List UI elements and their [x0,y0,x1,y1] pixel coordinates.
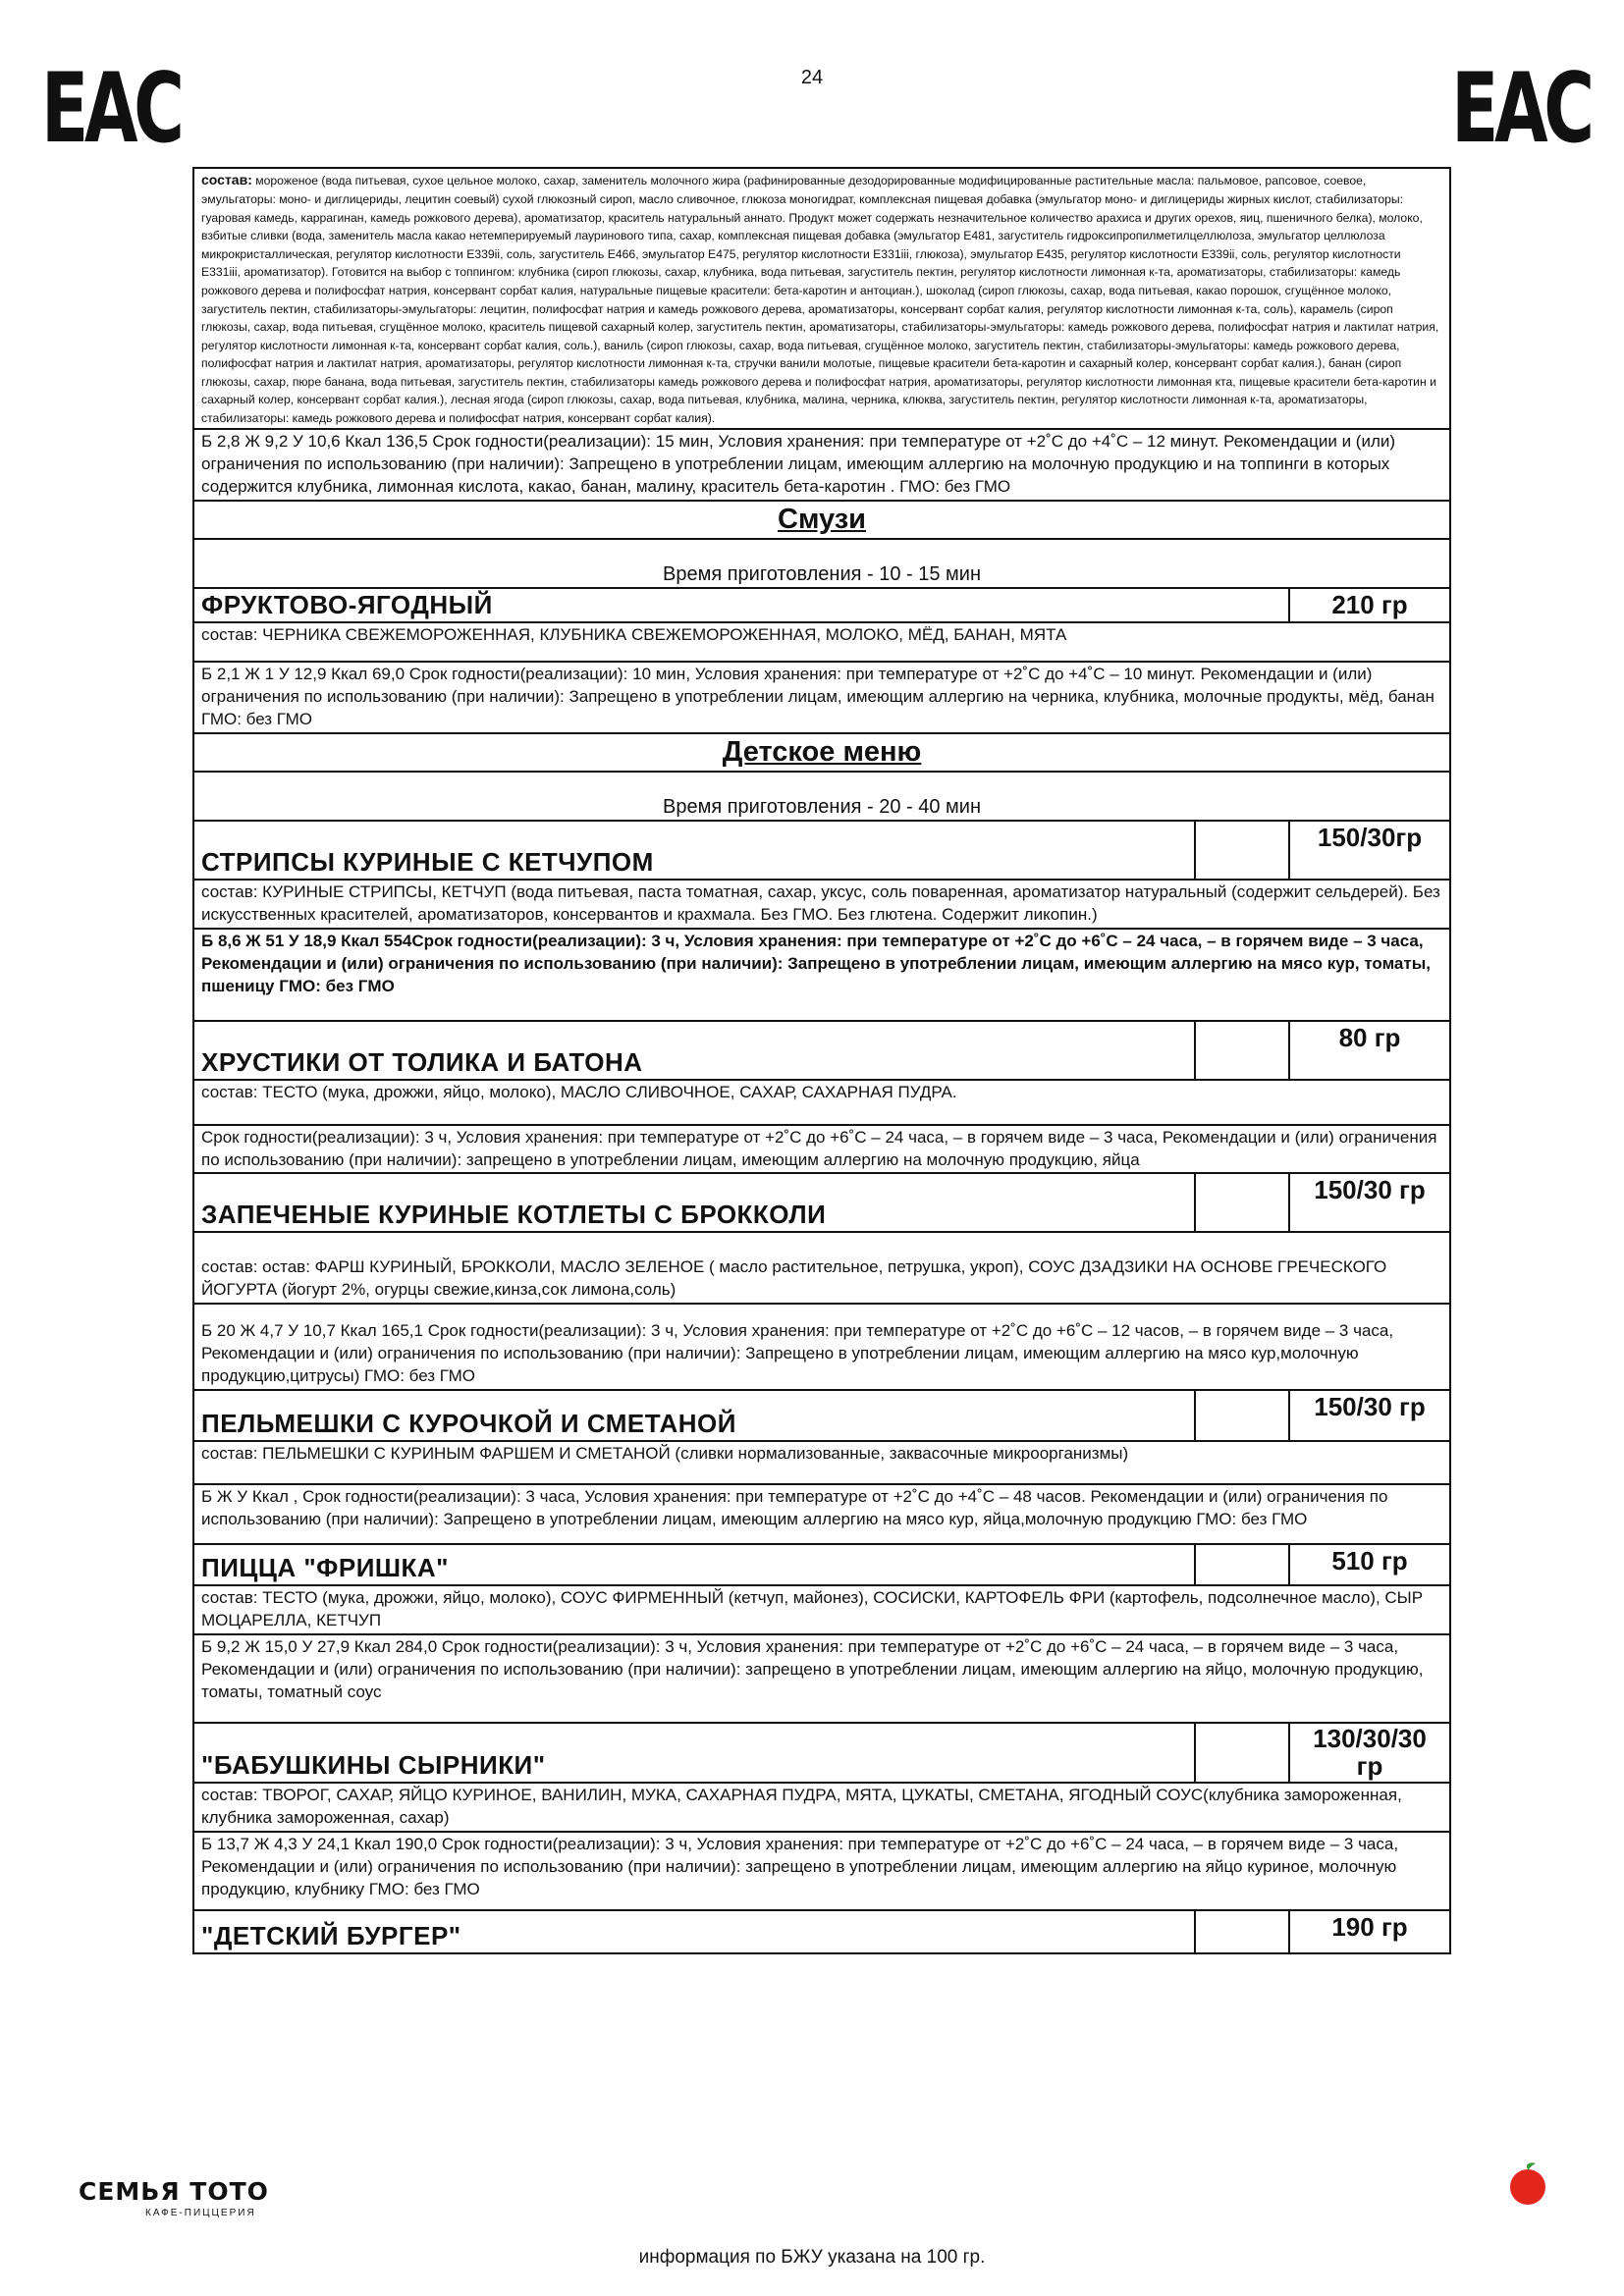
dish-name: ПЕЛЬМЕШКИ С КУРОЧКОЙ И СМЕТАНОЙ [193,1390,1195,1441]
empty-cell [1195,1173,1289,1232]
top-info-row [193,429,1450,501]
dish-info: Б 9,2 Ж 15,0 У 27,9 Ккал 284,0 Срок годности(реализации): 3 ч, Условия хранения: при температуре от +2˚С до +6˚С – 24 часа, – в горячем виде – 3 часа, Рекомендации и (или) ограничения по использованию (при наличии): запрещено в употреблении лицам, имеющим аллергию на яйцо, молочную продукцию, томаты, томатный соус [193,1634,1450,1723]
dish-name: "ДЕТСКИЙ БУРГЕР" [193,1910,1195,1953]
dish-weight: 80 гр [1289,1021,1450,1080]
brand-logo-text: СЕМЬЯ ТОТО [79,2177,269,2206]
empty-cell [1195,1390,1289,1441]
empty-cell [1195,1021,1289,1080]
brand-logo-subtitle: КАФЕ-ПИЦЦЕРИЯ [145,2208,256,2218]
footer-note: информация по БЖУ указана на 100 гр. [638,2247,986,2268]
top-info: Б 2,8 Ж 9,2 У 10,6 Ккал 136,5 Срок годности(реализации): 15 мин, Условия хранения: при температуре от +2˚С до +4˚С – 12 минут. Рекомендации и (или) ограничения по использованию (при наличии): Запрещено в употреблении лицам, имеющим аллергию на молочную продукцию и на топпинги в которых содержится клубника, лимонная кислота, какао, банан, малину, краситель бета-каротин . ГМО: без ГМО [193,429,1450,501]
dish-weight: 150/30гр [1289,821,1450,880]
dish-row [193,1021,1450,1080]
empty-cell [1195,1910,1289,1953]
dish-composition: состав: остав: ФАРШ КУРИНЫЙ, БРОККОЛИ, МАСЛО ЗЕЛЕНОЕ ( масло растительное, петрушка, укроп), СОУС ДЗАДЗИКИ НА ОСНОВЕ ГРЕЧЕСКОГО ЙОГУРТА (йогурт 2%, огурцы свежие,кинза,сок лимона,соль) [193,1232,1450,1304]
eac-mark-left: ЕАС [41,53,181,165]
empty-cell [1195,1544,1289,1585]
dish-name: ЗАПЕЧЕНЫЕ КУРИНЫЕ КОТЛЕТЫ С БРОККОЛИ [193,1173,1195,1232]
menu-table [192,167,1451,1954]
section-title: Смузи [193,501,1450,539]
top-composition [193,168,1450,429]
prep-time: Время приготовления - 20 - 40 мин [193,772,1450,821]
section-title: Детское меню [193,733,1450,772]
dish-row [193,1723,1450,1783]
dish-name: СТРИПСЫ КУРИНЫЕ С КЕТЧУПОМ [193,821,1195,880]
dish-composition: состав: ТЕСТО (мука, дрожжи, яйцо, молоко), МАСЛО СЛИВОЧНОЕ, САХАР, САХАРНАЯ ПУДРА. [193,1080,1450,1125]
composition-label: состав: [201,172,252,187]
dish-name: ХРУСТИКИ ОТ ТОЛИКА И БАТОНА [193,1021,1195,1080]
tomato-icon [1506,2160,1549,2207]
dish-composition: состав: ТВОРОГ, САХАР, ЯЙЦО КУРИНОЕ, ВАНИЛИН, МУКА, САХАРНАЯ ПУДРА, МЯТА, ЦУКАТЫ, СМЕТАНА, ЯГОДНЫЙ СОУС(клубника замороженная, клубника замороженная, сахар) [193,1783,1450,1832]
dish-row [193,588,1450,622]
dish-composition: состав: КУРИНЫЕ СТРИПСЫ, КЕТЧУП (вода питьевая, паста томатная, сахар, уксус, соль поваренная, ароматизатор натуральный (содержит сельдерей). Без искусственных красителей, ароматизаторов, консервантов и крахмала. Без ГМО. Без глютена. Содержит ликопин.) [193,880,1450,929]
dish-composition: состав: ТЕСТО (мука, дрожжи, яйцо, молоко), СОУС ФИРМЕННЫЙ (кетчуп, майонез), СОСИСКИ, КАРТОФЕЛЬ ФРИ (картофель, подсолнечное масло), СЫР МОЦАРЕЛЛА, КЕТЧУП [193,1585,1450,1634]
dish-name: ФРУКТОВО-ЯГОДНЫЙ [193,588,1289,622]
dish-row [193,821,1450,880]
dish-weight: 150/30 гр [1289,1390,1450,1441]
dish-row [193,1390,1450,1441]
dish-name: ПИЦЦА "ФРИШКА" [193,1544,1195,1585]
dish-row [193,1910,1450,1953]
dish-row [193,1173,1450,1232]
dish-weight: 150/30 гр [1289,1173,1450,1232]
dish-info: Срок годности(реализации): 3 ч, Условия хранения: при температуре от +2˚С до +6˚С – 24 часа, – в горячем виде – 3 часа, Рекомендации и (или) ограничения по использованию (при наличии): запрещено в употреблении лицам, имеющим аллергию на молочную продукцию, яйца [193,1125,1450,1174]
dish-weight: 130/30/30 гр [1289,1723,1450,1783]
dish-weight: 210 гр [1289,588,1450,622]
dish-info: Б 13,7 Ж 4,3 У 24,1 Ккал 190,0 Срок годности(реализации): 3 ч, Условия хранения: при температуре от +2˚С до +6˚С – 24 часа, – в горячем виде – 3 часа, Рекомендации и (или) ограничения по использованию (при наличии): запрещено в употреблении лицам, имеющим аллергию на яйцо куриное, молочную продукцию, клубнику ГМО: без ГМО [193,1832,1450,1910]
dish-info: Б 2,1 Ж 1 У 12,9 Ккал 69,0 Срок годности(реализации): 10 мин, Условия хранения: при температуре от +2˚С до +4˚С – 10 минут. Рекомендации и (или) ограничения по использованию (при наличии): Запрещено в употреблении лицам, имеющим аллергию на черника, клубника, молочные продукты, мёд, банан ГМО: без ГМО [193,662,1450,733]
brand-logo [79,2177,269,2218]
dish-weight: 510 гр [1289,1544,1450,1585]
dish-info: Б 20 Ж 4,7 У 10,7 Ккал 165,1 Срок годности(реализации): 3 ч, Условия хранения: при температуре от +2˚С до +6˚С – 12 часов, – в горячем виде – 3 часа, Рекомендации и (или) ограничения по использованию (при наличии): Запрещено в употреблении лицам, имеющим аллергию на мясо кур,молочную продукцию,цитрусы) ГМО: без ГМО [193,1304,1450,1390]
eac-mark-right: ЕАС [1451,53,1591,165]
dish-row [193,1544,1450,1585]
empty-cell [1195,1723,1289,1783]
dish-composition: состав: ЧЕРНИКА СВЕЖЕМОРОЖЕННАЯ, КЛУБНИКА СВЕЖЕМОРОЖЕННАЯ, МОЛОКО, МЁД, БАНАН, МЯТА [193,622,1450,662]
prep-time: Время приготовления - 10 - 15 мин [193,539,1450,588]
dish-info: Б Ж У Ккал , Срок годности(реализации): 3 часа, Условия хранения: при температуре от +2˚С до +4˚С – 48 часов. Рекомендации и (или) ограничения по использованию (при наличии): Запрещено в употреблении лицам, имеющим аллергию на мясо кур, яйца,молочную продукцию ГМО: без ГМО [193,1484,1450,1544]
dish-composition: состав: ПЕЛЬМЕШКИ С КУРИНЫМ ФАРШЕМ И СМЕТАНОЙ (сливки нормализованные, заквасочные микроорганизмы) [193,1441,1450,1484]
dish-name: "БАБУШКИНЫ СЫРНИКИ" [193,1723,1195,1783]
dish-info: Б 8,6 Ж 51 У 18,9 Ккал 554Срок годности(реализации): 3 ч, Условия хранения: при температуре от +2˚С до +6˚С – 24 часа, – в горячем виде – 3 часа, Рекомендации и (или) ограничения по использованию (при наличии): Запрещено в употреблении лицам, имеющим аллергию на мясо кур, томаты, пшеницу ГМО: без ГМО [193,929,1450,1021]
empty-cell [1195,821,1289,880]
top-composition-row [193,168,1450,429]
page-number: 24 [800,67,824,88]
dish-weight: 190 гр [1289,1910,1450,1953]
composition-text: мороженое (вода питьевая, сухое цельное молоко, сахар, заменитель молочного жира (рафинированные дезодорированные модифицированные растительные масла: пальмовое, рапсовое, соевое, эмульгаторы: моно- и диглицериды, лецитин соевый) сухой глюкозный сироп, масло сливочное, глюкоза моногидрат, комплексная пищевая добавка (эмульгатор моно- и диглицериды жирных кислот, стабилизаторы: гуаровая камедь, каррагинан, камедь рожкового дерева), ароматизатор, краситель натуральный аннато. Продукт может содержать незначительное количество арахиса и других орехов, яиц, пшеничного белка), молоко, взбитые сливки (вода, заменитель масла какао нетемперируемый лауринового типа, сахар, комплексная пищевая добавка (эмульгатор Е481, загуститель гидроксипропилметилцеллюлоза, эмульгатор целлюлоза микрокристаллическая, регулятор кислотности Е339ii, соль, загуститель Е466, эмульгатор Е475, регулятор кислотности Е331iii, глюкоза), эмульгатор Е435, регулятор кислотности Е339ii, соль, регулятор кислотности Е331iii, ароматизатор). Готовится на выбор с топпингом: клубника (сироп глюкозы, сахар, клубника, вода питьевая, загуститель пектин, регулятор кислотности лимонная к-та, ароматизаторы, стабилизаторы: камедь рожкового дерева и полифосфат натрия, консервант сорбат калия, натуральные пищевые красители: бета-каротин и антоциан.), шоколад (сироп глюкозы, сахар, вода питьевая, какао порошок, сгущённое молоко, загуститель пектин, стабилизаторы-эмульгаторы: лецитин, полифосфат натрия и камедь рожкового дерева, ароматизаторы, консервант сорбат калия, регулятор кислотности лимонная к-та, соль), карамель (сироп глюкозы, сахар, вода питьевая, сгущённое молоко, краситель пищевой сахарный колер, загуститель пектин, ароматизаторы, стабилизаторы-эмульгаторы: камедь рожкового дерева, полифосфат натрия и лактилат натрия, регулятор кислотности лимонная к-та, консервант сорбат калия, соль.), ваниль (сироп глюкозы, сахар, вода питьевая, сгущённое молоко, загуститель пектин, стабилизаторы-эмульгаторы: камедь рожкового дерева, полифосфат натрия и лактилат натрия, ароматизаторы, регулятор кислотности лимонная к-та, стручки ванили молотые, пищевые красители бета-каротин и сахарный колер, консервант сорбат калия.), банан (сироп глюкозы, сахар, пюре банана, вода питьевая, загуститель пектин, стабилизаторы камедь рожкового дерева и полифосфат натрия, ароматизаторы, регулятор кислотности лимонная кта, пищевые красители бета-каротин и сахарный колер, консервант сорбат калия.), лесная ягода (сироп глюкозы, сахар, вода питьевая, клубника, малина, черника, клюква, загуститель пектин, регулятор кислотности лимонная к-та, ароматизаторы, стабилизаторы: камедь рожкового дерева и полифосфат натрия, консервант сорбат калия). [201,174,1439,425]
